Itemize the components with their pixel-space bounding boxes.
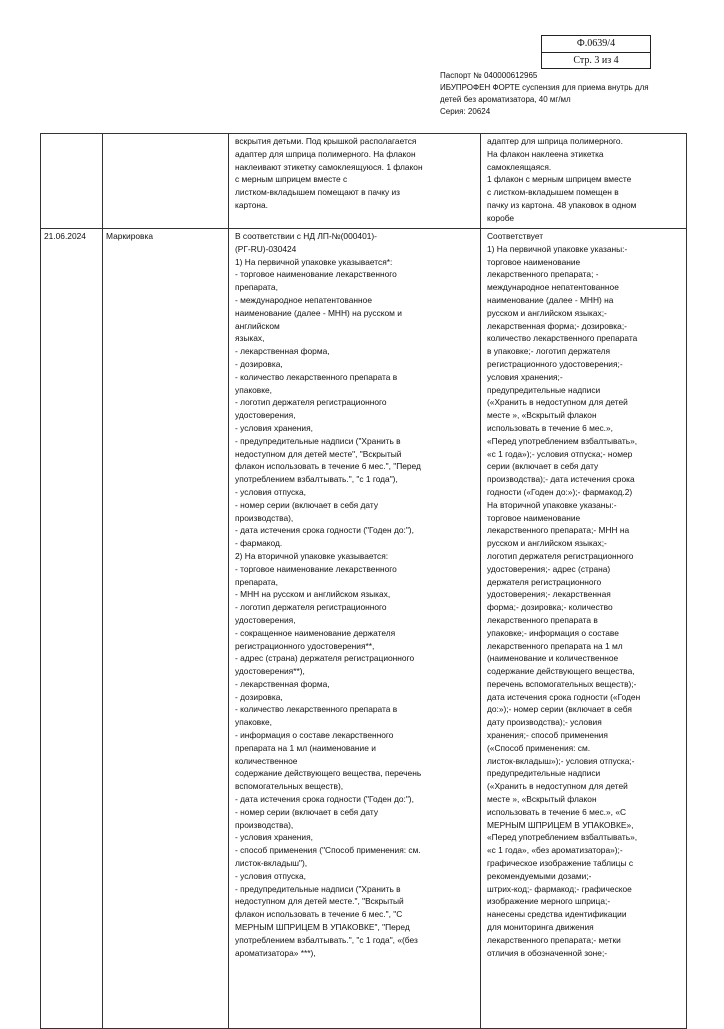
text-line: 2) На вторичной упаковке указывается: xyxy=(235,550,389,561)
form-number-box xyxy=(541,35,651,69)
text-line: русском и английском языках;- xyxy=(487,307,607,318)
text-line: - дозировка, xyxy=(235,691,283,702)
parameter-cell: Маркировка xyxy=(103,229,229,1029)
text-line: - количество лекарственного препарата в xyxy=(235,371,398,382)
result-cell xyxy=(481,134,687,229)
text-line: - номер серии (включает в себя дату xyxy=(235,499,379,510)
text-line: производства), xyxy=(235,512,294,523)
text-line: перечень вспомогательных веществ);- xyxy=(487,678,637,689)
text-line: с мерным шприцем вместе с xyxy=(235,174,348,185)
text-line: серии (включает в себя дату xyxy=(487,461,599,472)
text-line: препарата на 1 мл (наименование и xyxy=(235,742,376,753)
text-line: лекарственная форма;- дозировка;- xyxy=(487,320,627,331)
text-line: листок-вкладыш»);- условия отпуска;- xyxy=(487,755,635,766)
text-line: предупредительные надписи xyxy=(487,768,601,779)
text-line: месте », «Вскрытый флакон xyxy=(487,794,597,805)
date-cell xyxy=(41,134,103,229)
text-line: дату производства);- условия xyxy=(487,717,602,728)
text-line: лекарственного препарата;- метки xyxy=(487,934,621,945)
text-line: условия хранения;- xyxy=(487,371,563,382)
text-line: - условия хранения, xyxy=(235,422,313,433)
text-line: недоступном для детей месте", "Вскрытый xyxy=(235,448,402,459)
text-line: недоступном для детей месте.", "Вскрытый xyxy=(235,896,404,907)
text-line: - фармакод. xyxy=(235,538,283,549)
text-line: производства);- дата истечения срока xyxy=(487,474,635,485)
text-line: («Хранить в недоступном для детей xyxy=(487,397,628,408)
text-line: адаптер для шприца полимерного. xyxy=(487,136,623,146)
text-line: адаптер для шприца полимерного. На флакон xyxy=(235,148,416,159)
text-line: хранения;- способ применения xyxy=(487,730,608,741)
text-line: графическое изображение таблицы с xyxy=(487,858,634,869)
text-line: МЕРНЫМ ШПРИЦЕМ В УПАКОВКЕ", "Перед xyxy=(235,922,410,933)
text-line: русском и английском языках;- xyxy=(487,538,607,549)
text-line: флакон использовать в течение 6 мес.", "С xyxy=(235,909,403,920)
text-line: - логотип держателя регистрационного xyxy=(235,602,387,613)
text-line: - способ применения ("Способ применения: см. xyxy=(235,845,421,856)
text-line: отличия в обозначенной зоне;- xyxy=(487,947,608,958)
text-line: - дата истечения срока годности ("Годен до:"), xyxy=(235,794,414,805)
text-line: - МНН на русском и английском языках, xyxy=(235,589,391,600)
date-cell: 21.06.2024 xyxy=(41,229,103,1029)
requirement-cell xyxy=(229,134,481,229)
text-line: предупредительные надписи xyxy=(487,384,601,395)
text-line: 1) На первичной упаковке указаны:- xyxy=(487,243,628,254)
text-line: регистрационного удостоверения;- xyxy=(487,358,623,369)
text-line: - сокращенное наименование держателя xyxy=(235,627,396,638)
text-line: 1 флакон с мерным шприцем вместе xyxy=(487,174,632,185)
text-line: ароматизатора» ***), xyxy=(235,947,316,958)
text-line: - лекарственная форма, xyxy=(235,678,330,689)
text-line: «Перед употреблением взбалтывать», xyxy=(487,435,638,446)
text-line: - торговое наименование лекарственного xyxy=(235,269,397,280)
text-line: в упаковке;- логотип держателя xyxy=(487,346,611,357)
text-line: английском xyxy=(235,320,280,331)
text-line: наклеивают этикетку самоклеящуюся. 1 флакон xyxy=(235,161,423,172)
result-cell xyxy=(481,229,687,1029)
text-line: количественное xyxy=(235,755,298,766)
passport-number: Паспорт № 040000612965 xyxy=(440,71,538,80)
text-line: упаковке;- информация о составе xyxy=(487,627,619,638)
text-line: производства), xyxy=(235,819,294,830)
text-line: На флакон наклеена этикетка xyxy=(487,148,604,159)
text-line: - лекарственная форма, xyxy=(235,346,330,357)
text-line: нанесены средства идентификации xyxy=(487,909,627,920)
text-line: - номер серии (включает в себя дату xyxy=(235,806,379,817)
text-line: торговое наименование xyxy=(487,256,581,267)
text-line: самоклеящаяся. xyxy=(487,161,552,172)
quality-table xyxy=(40,133,687,1029)
form-number: Ф.0639/4 xyxy=(576,38,616,49)
text-line: удостоверения;- адрес (страна) xyxy=(487,563,611,574)
text-line: препарата, xyxy=(235,282,278,293)
text-line: удостоверения, xyxy=(235,410,296,421)
text-line: удостоверения, xyxy=(235,614,296,625)
text-line: лекарственного препарата в xyxy=(487,614,598,625)
text-line: - дата истечения срока годности ("Годен до:"), xyxy=(235,525,414,536)
text-line: - условия хранения, xyxy=(235,832,313,843)
text-line: изображение мерного шприца;- xyxy=(487,896,611,907)
text-line: упаковке, xyxy=(235,384,272,395)
text-line: «с 1 года»);- условия отпуска;- номер xyxy=(487,448,633,459)
text-line: удостоверения**), xyxy=(235,666,305,677)
text-line: регистрационного удостоверения**, xyxy=(235,640,375,651)
text-line: «Перед употреблением взбалтывать», xyxy=(487,832,638,843)
text-line: лекарственного препарата;- МНН на xyxy=(487,525,630,536)
text-line: - торговое наименование лекарственного xyxy=(235,563,397,574)
text-line: - дозировка, xyxy=(235,358,283,369)
text-line: использовать в течение 6 мес.», xyxy=(487,422,613,433)
text-line: - предупредительные надписи ("Хранить в xyxy=(235,435,401,446)
text-line: удостоверения;- лекарственная xyxy=(487,589,611,600)
text-line: («Способ применения: см. xyxy=(487,742,591,753)
text-line: - международное непатентованное xyxy=(235,294,372,305)
text-line: месте », «Вскрытый флакон xyxy=(487,410,597,421)
text-line: для мониторинга движения xyxy=(487,922,594,933)
text-line: употреблением взбалтывать.", "с 1 года"), xyxy=(235,474,398,485)
table-row xyxy=(41,229,687,1029)
product-name-line-2: детей без ароматизатора, 40 мг/мл xyxy=(440,95,571,104)
text-line: вскрытия детьми. Под крышкой располагается xyxy=(235,136,417,146)
text-line: штрих-код;- фармакод;- графическое xyxy=(487,883,632,894)
text-line: рекомендуемыми дозами;- xyxy=(487,870,592,881)
text-line: языках, xyxy=(235,333,265,344)
text-line: с листком-вкладышем помещен в xyxy=(487,187,619,198)
text-line: листком-вкладышем помещают в пачку из xyxy=(235,187,401,198)
text-line: содержание действующего вещества, перечень xyxy=(235,768,422,779)
product-name-line-1: ИБУПРОФЕН ФОРТЕ суспензия для приема внутрь для xyxy=(440,83,649,92)
text-line: форма;- дозировка;- количество xyxy=(487,602,613,613)
text-line: - условия отпуска, xyxy=(235,486,306,497)
text-line: вспомогательных веществ), xyxy=(235,781,344,792)
text-line: («Хранить в недоступном для детей xyxy=(487,781,628,792)
batch-number: Серия: 20624 xyxy=(440,107,491,116)
text-line: флакон использовать в течение 6 мес.", "Перед xyxy=(235,461,421,472)
text-line: препарата, xyxy=(235,576,278,587)
text-line: - информация о составе лекарственного xyxy=(235,730,394,741)
text-line: количество лекарственного препарата xyxy=(487,333,638,344)
text-line: торговое наименование xyxy=(487,512,581,523)
text-line: картона. xyxy=(235,199,268,210)
text-line: На вторичной упаковке указаны:- xyxy=(487,499,617,510)
text-line: пачку из картона. 48 упаковок в одном xyxy=(487,199,637,210)
text-line: 1) На первичной упаковке указывается*: xyxy=(235,256,393,267)
text-line: лекарственного препарата; - xyxy=(487,269,599,280)
text-line: «с 1 года», «без ароматизатора»);- xyxy=(487,845,623,856)
text-line: логотип держателя регистрационного xyxy=(487,550,634,561)
text-line: дата истечения срока годности («Годен xyxy=(487,691,641,702)
text-line: - количество лекарственного препарата в xyxy=(235,704,398,715)
text-line: коробе xyxy=(487,212,515,223)
text-line: лекарственного препарата на 1 мл xyxy=(487,640,623,651)
text-line: листок-вкладыш"), xyxy=(235,858,308,869)
text-line: использовать в течение 6 мес.», «С xyxy=(487,806,627,817)
text-line: МЕРНЫМ ШПРИЦЕМ В УПАКОВКЕ», xyxy=(487,819,634,830)
text-line: (РГ-RU)-030424 xyxy=(235,243,297,254)
text-line: упаковке, xyxy=(235,717,272,728)
text-line: - логотип держателя регистрационного xyxy=(235,397,387,408)
parameter-cell xyxy=(103,134,229,229)
text-line: употреблением взбалтывать.", "с 1 года", «(без xyxy=(235,934,418,945)
text-line: - адрес (страна) держателя регистрационного xyxy=(235,653,415,664)
passport-header xyxy=(440,70,660,118)
table-row xyxy=(41,134,687,229)
text-line: содержание действующего вещества, xyxy=(487,666,635,677)
requirement-cell xyxy=(229,229,481,1029)
text-line: наименование (далее - МНН) на xyxy=(487,294,614,305)
text-line: (наименование и количественное xyxy=(487,653,619,664)
text-line: до:»);- номер серии (включает в себя xyxy=(487,704,632,715)
text-line: международное непатентованное xyxy=(487,282,619,293)
text-line: В соответствии с НД ЛП-№(000401)- xyxy=(235,231,377,241)
text-line: - предупредительные надписи ("Хранить в xyxy=(235,883,401,894)
page-label: Стр. 3 из 4 xyxy=(542,52,650,69)
text-line: наименование (далее - МНН) на русском и xyxy=(235,307,402,318)
text-line: держателя регистрационного xyxy=(487,576,602,587)
text-line: годности («Годен до:»);- фармакод.2) xyxy=(487,486,633,497)
text-line: - условия отпуска, xyxy=(235,870,306,881)
text-line: Соответствует xyxy=(487,231,544,241)
